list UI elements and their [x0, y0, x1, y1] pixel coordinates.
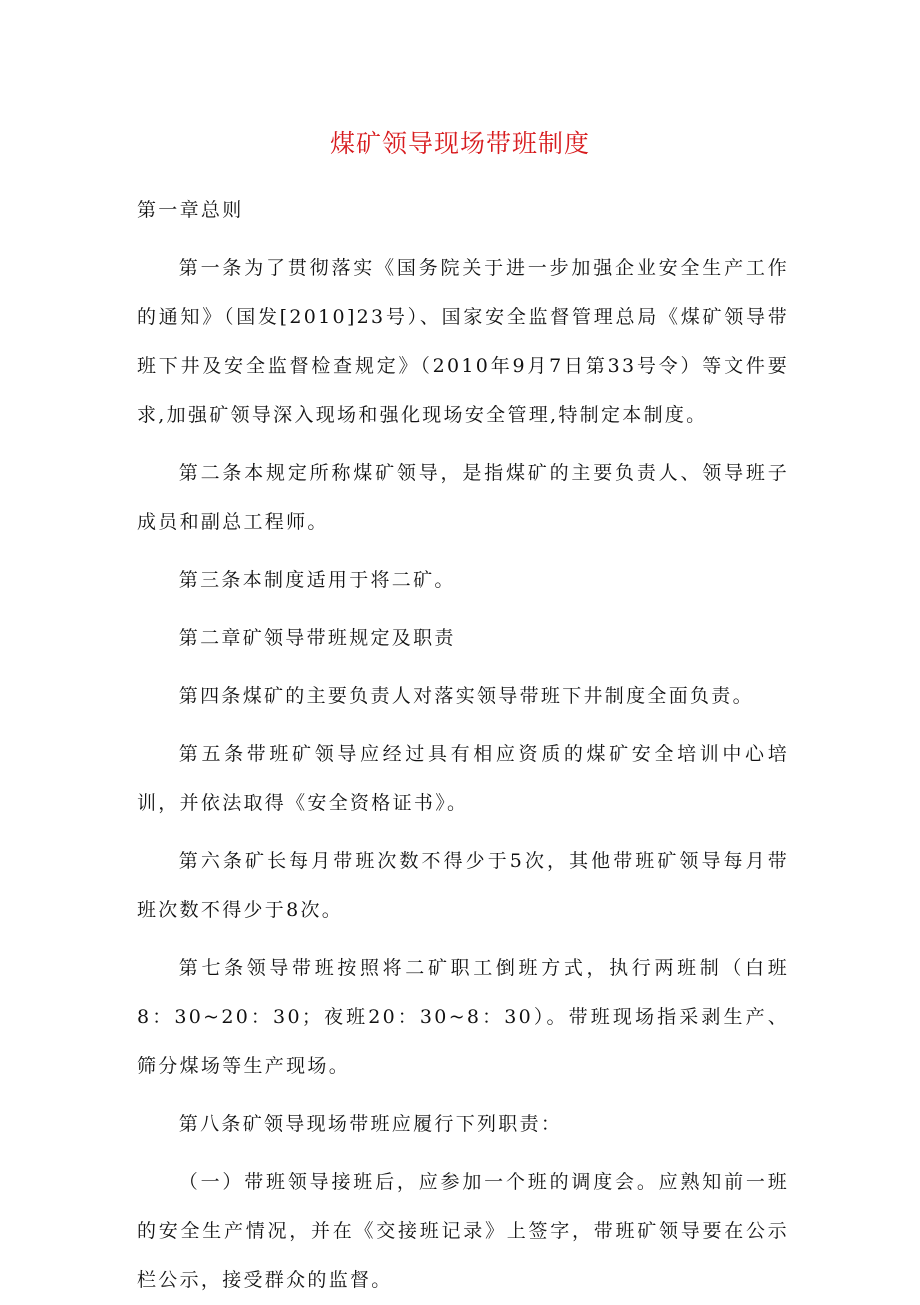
article-paragraph: 第一条为了贯彻落实《国务院关于进一步加强企业安全生产工作的通知》（国发[2010]23号）、国家安全监督管理总局《煤矿领导带班下井及安全监督检查规定》（2010年9月7日第33号令）等文件要求,加强矿领导深入现场和强化现场安全管理,特制定本制度。 [137, 257, 789, 426]
chapter-heading-duties: 第二章矿领导带班规定及职责 [178, 627, 456, 649]
article-paragraph: 第二条本规定所称煤矿领导，是指煤矿的主要负责人、领导班子成员和副总工程师。 [137, 462, 789, 533]
article-paragraph: 第七条领导带班按照将二矿职工倒班方式，执行两班制（白班8：30~20：30；夜班20：30~8：30）。带班现场指采剥生产、筛分煤场等生产现场。 [137, 957, 789, 1077]
document-body [137, 186, 789, 1305]
list-item-paragraph: （一）带班领导接班后，应参加一个班的调度会。应熟知前一班的安全生产情况，并在《交接班记录》上签字，带班矿领导要在公示栏公示，接受群众的监督。 [137, 1171, 789, 1291]
article-paragraph: 第四条煤矿的主要负责人对落实领导带班下井制度全面负责。 [178, 685, 754, 707]
article-paragraph: 第五条带班矿领导应经过具有相应资质的煤矿安全培训中心培训，并依法取得《安全资格证书》。 [137, 743, 789, 814]
article-paragraph: 第八条矿领导现场带班应履行下列职责： [178, 1113, 563, 1135]
article-paragraph: 第三条本制度适用于将二矿。 [178, 569, 456, 591]
article-paragraph: 第六条矿长每月带班次数不得少于5次，其他带班矿领导每月带班次数不得少于8次。 [137, 850, 789, 921]
document-title: 煤矿领导现场带班制度 [329, 129, 590, 158]
chapter-heading-general: 第一章总则 [137, 199, 244, 221]
